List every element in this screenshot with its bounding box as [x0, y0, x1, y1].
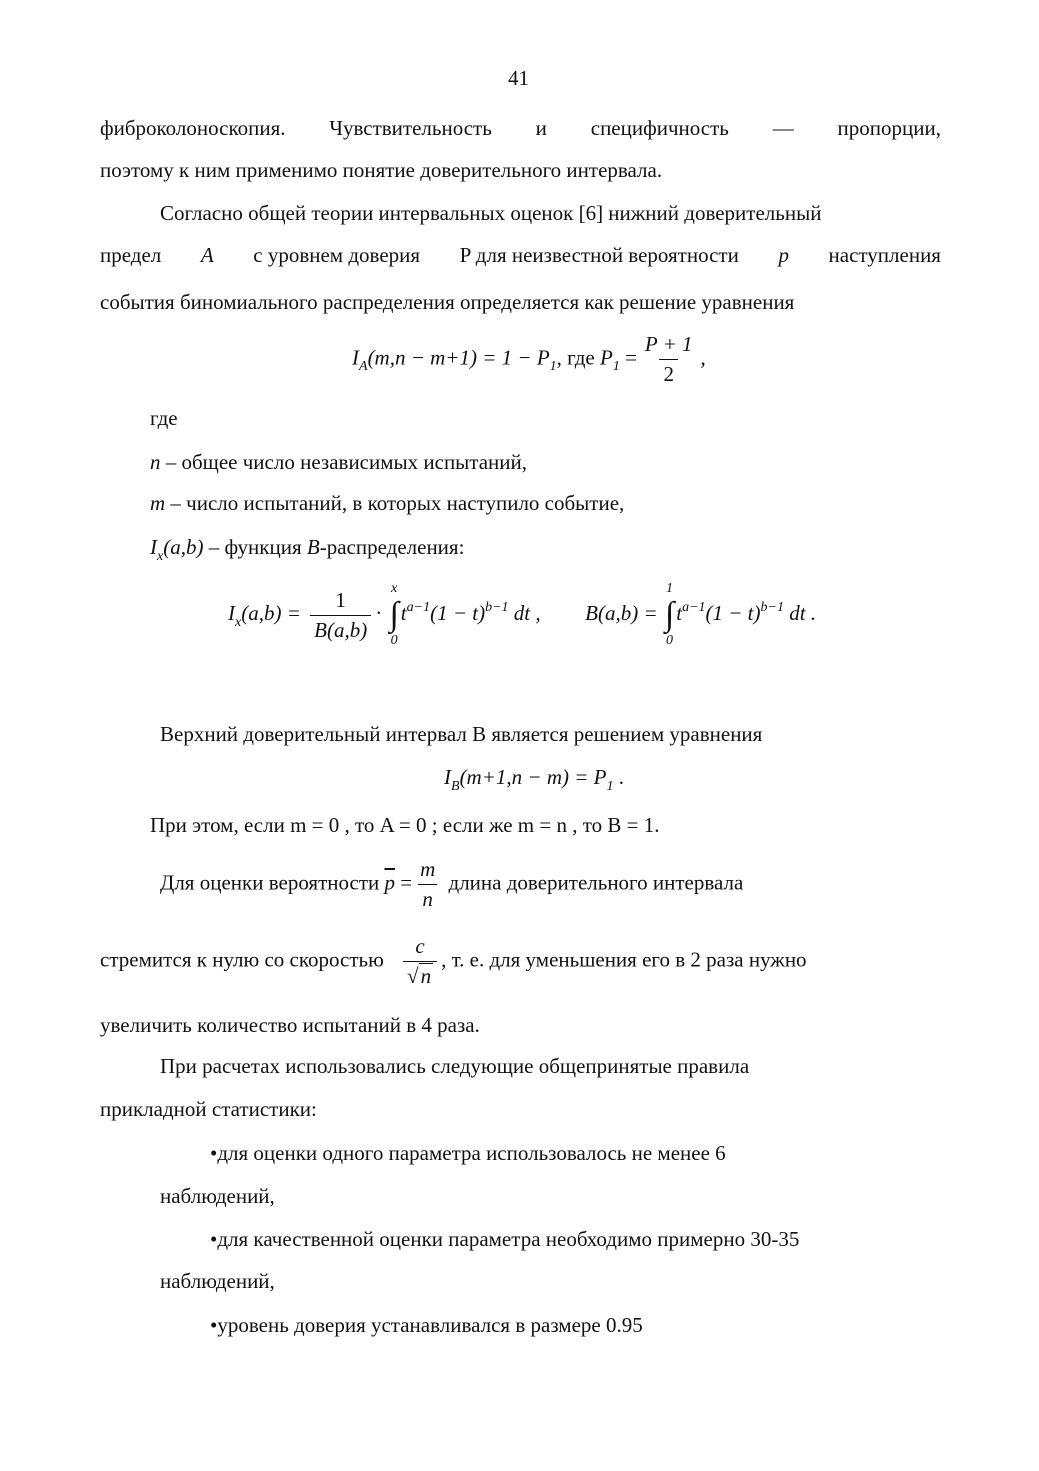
para2-line1: Согласно общей теории интервальных оценок [6] нижний доверительный	[160, 201, 822, 225]
para2-line2	[100, 243, 941, 268]
bullet-icon: •	[210, 1313, 218, 1337]
rules-line2: прикладной статистики:	[100, 1097, 317, 1121]
para1-line1	[100, 116, 941, 141]
word: —	[772, 116, 794, 140]
var-p: p	[778, 243, 789, 267]
word: с уровнем доверия	[253, 243, 421, 267]
bullet-icon: •	[210, 1141, 218, 1165]
bullet-item-2-cont: наблюдений,	[160, 1269, 275, 1293]
def-n: n – общее число независимых испытаний,	[150, 450, 528, 474]
var-a: A	[200, 243, 214, 267]
equation-upper-limit: $I_B(m+1,n - m) = P_1$ .	[444, 765, 624, 794]
word: предел	[100, 243, 162, 267]
increase-line: увеличить количество испытаний в 4 раза.	[100, 1013, 480, 1037]
equation-beta: $I_x(a,b)$ = $\frac{1}{B(a,b)}$ · x ∫ 0 $t^{a-1}(1 - t)^{b-1}$ dt , B(a,b) = 1 ∫ 0 $t^{a-1}(1 - t)^{b-1}$ dt .	[228, 581, 817, 648]
word: Чувствительность	[329, 116, 492, 140]
word: пропорции,	[837, 116, 941, 140]
bullet-item-2: •для качественной оценки параметра необходимо примерно 30-35	[210, 1227, 800, 1251]
upper-limit-text: Верхний доверительный интервал B является решением уравнения	[160, 722, 763, 746]
speed-line: стремится к нулю со скоростью $\frac{c}{√n}$ , т. е. для уменьшения его в 2 раза нужно	[100, 934, 807, 988]
def-m: m – число испытаний, в которых наступило событие,	[150, 491, 625, 515]
estimate-line: Для оценки вероятности $\overline{p}$ = $\frac{m}{n}$ длина доверительного интервала	[160, 857, 744, 911]
rules-line1: При расчетах использовались следующие общепринятые правила	[160, 1054, 750, 1078]
word: P для неизвестной вероятности	[459, 243, 739, 267]
page-number: 41	[508, 66, 529, 90]
para2-line3: события биномиального распределения определяется как решение уравнения	[100, 290, 795, 314]
bullet-icon: •	[210, 1227, 218, 1251]
equation-lower-limit: $I_A(m,n - m+1) = 1 - P_1$, где $P_1$ = $\frac{P + 1}{2}$ ,	[352, 332, 706, 386]
bullet-item-1: •для оценки одного параметра использовалось не менее 6	[210, 1141, 726, 1165]
para1-line2: поэтому к ним применимо понятие доверительного интервала.	[100, 158, 663, 182]
def-beta: $I_x(a,b)$ – функция B-распределения:	[150, 535, 465, 564]
bullet-item-3: •уровень доверия устанавливался в размере 0.95	[210, 1313, 643, 1337]
boundary-conditions: При этом, если m = 0 , то A = 0 ; если же m = n , то B = 1.	[150, 813, 660, 837]
where-label: где	[150, 406, 178, 430]
word: и	[535, 116, 547, 140]
bullet-item-1-cont: наблюдений,	[160, 1184, 275, 1208]
word: наступления	[828, 243, 941, 267]
word: фиброколоноскопия.	[100, 116, 286, 140]
word: специфичность	[590, 116, 729, 140]
